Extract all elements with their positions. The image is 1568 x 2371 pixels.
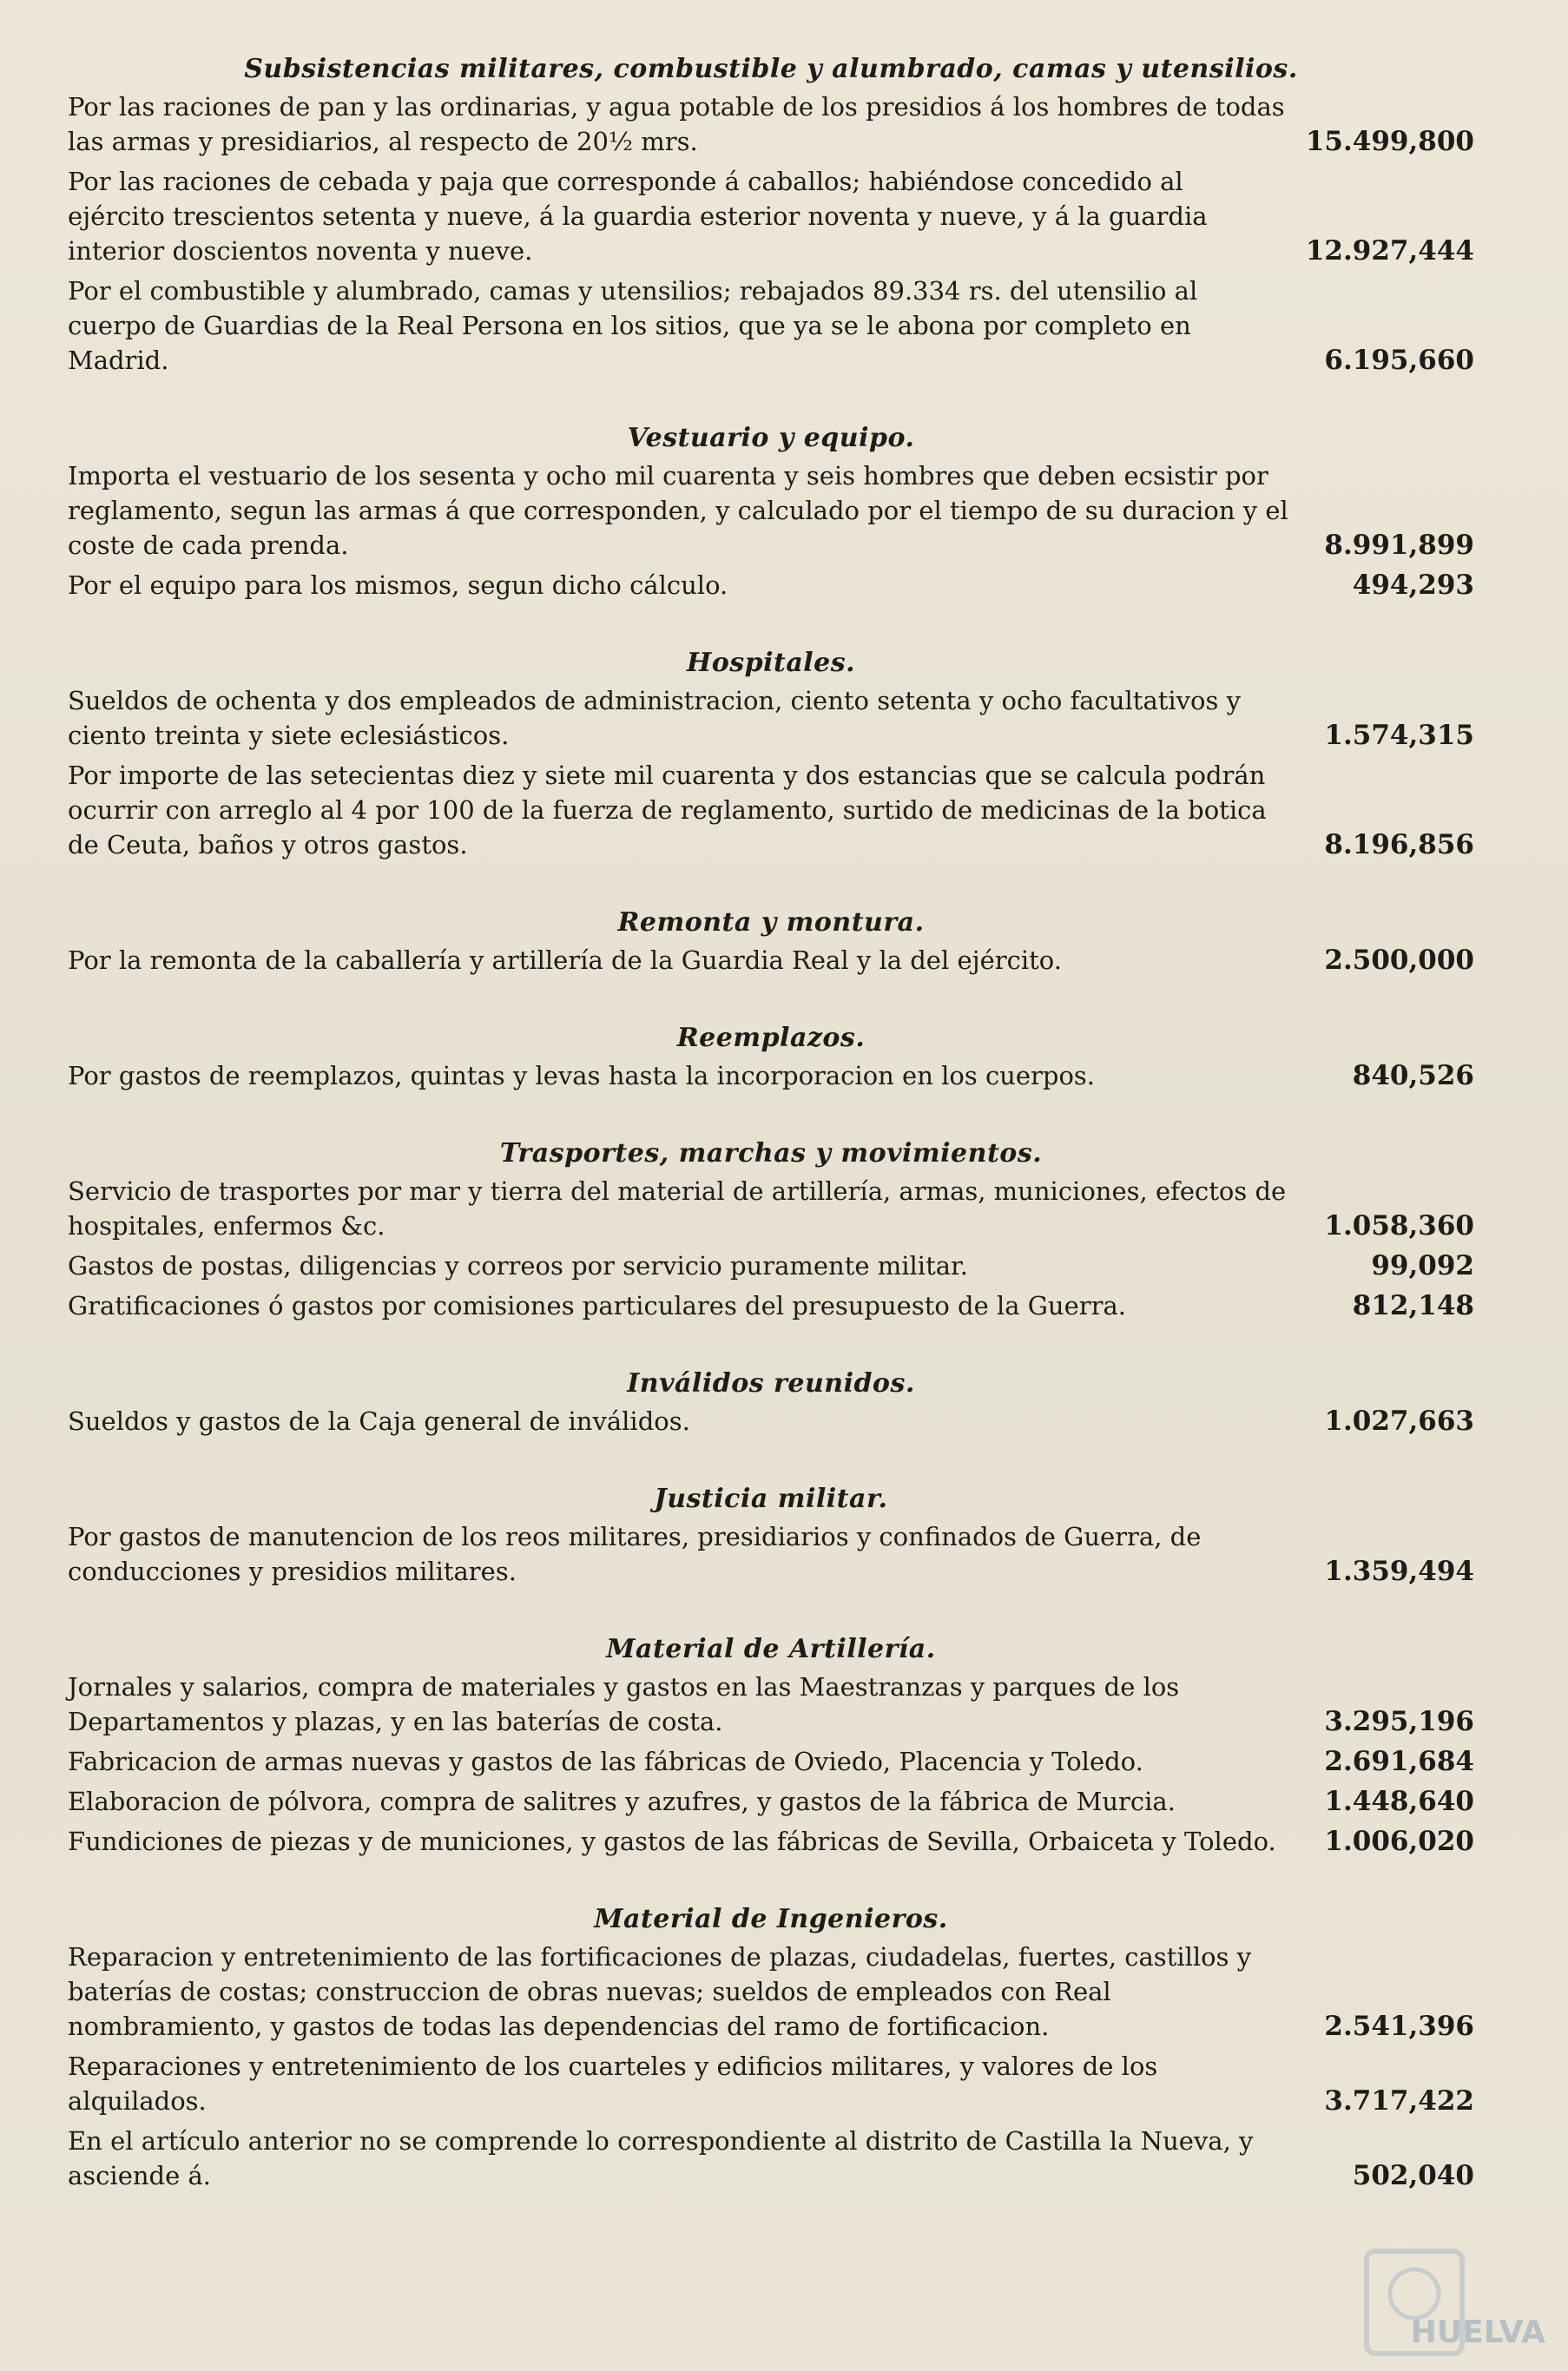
budget-entry	[68, 1404, 1474, 1439]
section-title: Justicia militar.	[654, 1484, 888, 1514]
budget-section	[68, 54, 1474, 378]
entry-description: Por importe de las setecientas diez y siete mil cuarenta y dos estancias que se calcula podrán ocurrir con arreglo al 4 por 100 de la fuerza de reglamento, surtido de medicinas de la botica de Ceuta, baños y otros gastos.	[68, 761, 1267, 859]
budget-section	[68, 1904, 1474, 2193]
section-title: Remonta y montura.	[617, 907, 925, 938]
budget-entry	[68, 273, 1474, 378]
entry-amount: 2.500,000	[1324, 945, 1474, 976]
entry-amount: 1.359,494	[1324, 1556, 1474, 1587]
budget-section	[68, 1484, 1474, 1589]
entry-amount: 6.195,660	[1324, 345, 1474, 376]
budget-entry	[68, 1288, 1474, 1323]
budget-section	[68, 907, 1474, 978]
budget-entry	[68, 2049, 1474, 2118]
entry-description: Reparaciones y entretenimiento de los cuarteles y edificios militares, y valores de los alquilados.	[68, 2052, 1158, 2116]
section-title: Material de Artillería.	[606, 1634, 936, 1664]
budget-entry	[68, 568, 1474, 603]
section-title: Trasportes, marchas y movimientos.	[499, 1138, 1043, 1169]
section-title: Material de Ingenieros.	[594, 1904, 948, 1934]
section-title: Reemplazos.	[676, 1023, 866, 1053]
entry-description: Por la remonta de la caballería y artillería de la Guardia Real y la del ejército.	[68, 945, 1062, 975]
budget-section	[68, 1634, 1474, 1859]
budget-content	[68, 54, 1474, 2238]
budget-entry	[68, 1174, 1474, 1243]
entry-amount: 1.448,640	[1324, 1786, 1474, 1817]
entry-amount: 502,040	[1352, 2160, 1474, 2191]
budget-entry	[68, 1058, 1474, 1093]
budget-entry	[68, 1519, 1474, 1589]
entry-description: Gastos de postas, diligencias y correos por servicio puramente militar.	[68, 1251, 968, 1281]
entry-amount: 3.295,196	[1324, 1706, 1474, 1737]
budget-entry	[68, 1248, 1474, 1283]
entry-amount: 8.991,899	[1324, 530, 1474, 561]
watermark-text: HUELVA	[1410, 2315, 1545, 2350]
entry-description: Sueldos y gastos de la Caja general de inválidos.	[68, 1406, 690, 1436]
entry-description: Por el equipo para los mismos, segun dicho cálculo.	[68, 570, 728, 600]
budget-entry	[68, 1824, 1474, 1859]
entry-amount: 3.717,422	[1324, 2085, 1474, 2117]
entry-description: Reparacion y entretenimiento de las fortificaciones de plazas, ciudadelas, fuertes, castillos y baterías de costas; construccion de obras nuevas; sueldos de empleados con Real nombramiento, y gastos de todas las dependencias del ramo de fortificacion.	[68, 1942, 1252, 2041]
entry-amount: 8.196,856	[1324, 829, 1474, 860]
budget-entry	[68, 758, 1474, 862]
entry-amount: 99,092	[1371, 1250, 1474, 1281]
entry-amount: 1.574,315	[1324, 720, 1474, 751]
entry-amount: 12.927,444	[1305, 235, 1474, 267]
entry-description: Servicio de trasportes por mar y tierra del material de artillería, armas, municiones, efectos de hospitales, enfermos &c.	[68, 1176, 1287, 1241]
section-title: Hospitales.	[686, 648, 856, 678]
budget-section	[68, 1138, 1474, 1323]
entry-description: Fabricacion de armas nuevas y gastos de las fábricas de Oviedo, Placencia y Toledo.	[68, 1747, 1143, 1776]
entry-amount: 812,148	[1352, 1290, 1474, 1321]
budget-entry	[68, 89, 1474, 159]
entry-description: Importa el vestuario de los sesenta y ocho mil cuarenta y seis hombres que deben ecsistir por reglamento, segun las armas á que corresponden, y calculado por el tiempo de su duracion y el coste de cada prenda.	[68, 461, 1288, 560]
entry-description: En el artículo anterior no se comprende lo correspondiente al distrito de Castilla la Nueva, y asciende á.	[68, 2126, 1254, 2190]
budget-section	[68, 1023, 1474, 1093]
budget-entry	[68, 943, 1474, 978]
entry-description: Por las raciones de pan y las ordinarias, y agua potable de los presidios á los hombres de todas las armas y presidiarios, al respecto de 20½ mrs.	[68, 92, 1285, 156]
budget-entry	[68, 683, 1474, 753]
entry-amount: 1.006,020	[1324, 1826, 1474, 1857]
entry-description: Por gastos de reemplazos, quintas y levas hasta la incorporacion en los cuerpos.	[68, 1061, 1096, 1090]
section-title: Vestuario y equipo.	[627, 423, 915, 453]
entry-description: Por el combustible y alumbrado, camas y utensilios; rebajados 89.334 rs. del utensilio al cuerpo de Guardias de la Real Persona en los sitios, que ya se le abona por completo en Madrid.	[68, 276, 1198, 375]
budget-section	[68, 423, 1474, 603]
entry-amount: 1.027,663	[1324, 1406, 1474, 1437]
entry-amount: 2.541,396	[1324, 2011, 1474, 2042]
section-title: Inválidos reunidos.	[627, 1368, 915, 1399]
section-title: Subsistencias militares, combustible y alumbrado, camas y utensilios.	[244, 54, 1298, 84]
entry-amount: 2.691,684	[1324, 1746, 1474, 1777]
budget-section	[68, 1368, 1474, 1439]
budget-entry	[68, 1784, 1474, 1819]
entry-description: Elaboracion de pólvora, compra de salitres y azufres, y gastos de la fábrica de Murcia.	[68, 1787, 1176, 1816]
entry-description: Por gastos de manutencion de los reos militares, presidiarios y confinados de Guerra, de conducciones y presidios militares.	[68, 1522, 1202, 1586]
budget-entry	[68, 1670, 1474, 1739]
budget-section	[68, 648, 1474, 862]
budget-entry	[68, 458, 1474, 563]
budget-entry	[68, 1940, 1474, 2044]
entry-description: Gratificaciones ó gastos por comisiones particulares del presupuesto de la Guerra.	[68, 1291, 1127, 1321]
entry-description: Por las raciones de cebada y paja que corresponde á caballos; habiéndose concedido al ejército trescientos setenta y nueve, á la guardia esterior noventa y nueve, y á la guardia interior doscientos noventa y nueve.	[68, 167, 1208, 266]
entry-description: Fundiciones de piezas y de municiones, y gastos de las fábricas de Sevilla, Orbaiceta y Toledo.	[68, 1827, 1276, 1856]
budget-entry	[68, 1744, 1474, 1779]
budget-entry	[68, 2124, 1474, 2193]
entry-description: Jornales y salarios, compra de materiales y gastos en las Maestranzas y parques de los Departamentos y plazas, y en las baterías de costa.	[68, 1672, 1180, 1736]
entry-amount: 494,293	[1352, 570, 1474, 601]
entry-amount: 840,526	[1352, 1060, 1474, 1091]
budget-entry	[68, 164, 1474, 268]
entry-description: Sueldos de ochenta y dos empleados de administracion, ciento setenta y ocho facultativos y ciento treinta y siete eclesiásticos.	[68, 686, 1241, 750]
entry-amount: 1.058,360	[1324, 1210, 1474, 1241]
entry-amount: 15.499,800	[1305, 126, 1474, 157]
